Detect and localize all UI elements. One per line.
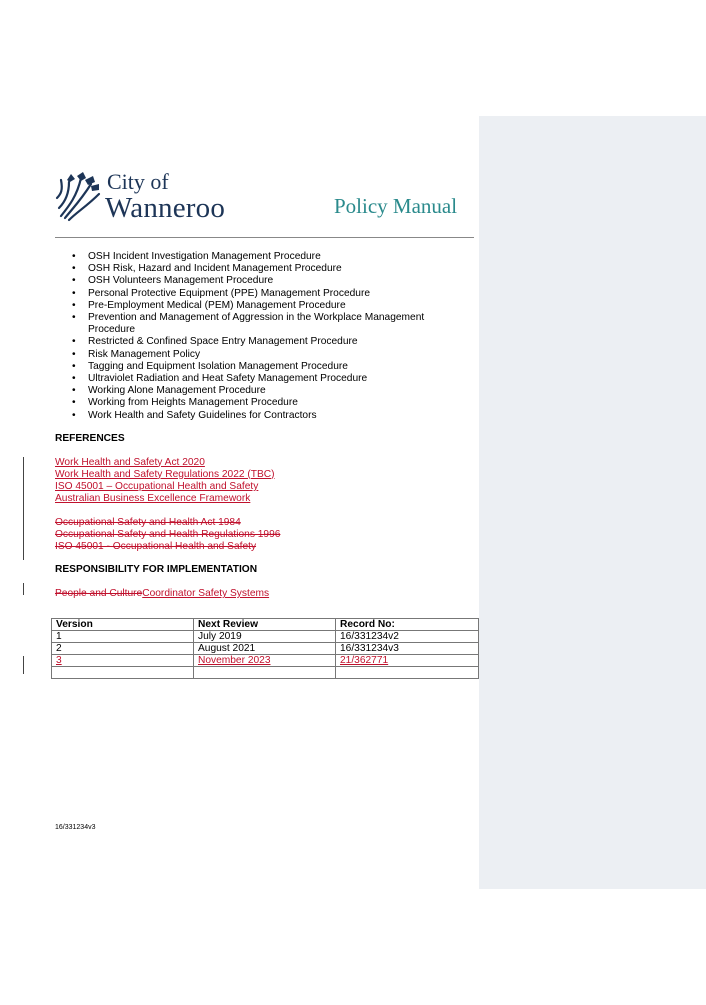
- logo-city-text: City of: [107, 169, 169, 194]
- list-item: • Personal Protective Equipment (PPE) Management Procedure: [55, 288, 455, 300]
- change-bar: [23, 457, 24, 560]
- change-bar: [23, 583, 24, 595]
- column-header: Next Review: [194, 619, 336, 631]
- footer-record-ref: 16/331234v3: [55, 824, 96, 831]
- logo-emblem-icon: [55, 172, 103, 222]
- table-row: [52, 667, 479, 679]
- table-cell: [52, 667, 194, 679]
- responsibility-deleted: People and Culture: [55, 588, 143, 600]
- list-item: • Working Alone Management Procedure: [55, 385, 455, 397]
- reference-deleted: Occupational Safety and Health Regulations 1996: [55, 529, 281, 541]
- column-header: Record No:: [336, 619, 479, 631]
- table-cell: [336, 667, 479, 679]
- table-cell: 21/362771: [336, 655, 479, 667]
- document-body: [55, 251, 455, 600]
- table-cell: 16/331234v3: [336, 643, 479, 655]
- reference-inserted: Work Health and Safety Act 2020: [55, 456, 205, 468]
- table-cell: 1: [52, 631, 194, 643]
- procedure-list: [55, 251, 455, 422]
- table-cell: November 2023: [194, 655, 336, 667]
- column-header: Version: [52, 619, 194, 631]
- responsibility-inserted: Coordinator Safety Systems: [142, 588, 270, 600]
- responsibility-heading: RESPONSIBILITY FOR IMPLEMENTATION: [55, 564, 258, 576]
- comment-pane: [479, 116, 706, 889]
- table-header-row: [52, 619, 479, 631]
- list-item: • OSH Incident Investigation Management Procedure: [55, 251, 455, 263]
- list-item: • Ultraviolet Radiation and Heat Safety Management Procedure: [55, 373, 455, 385]
- table-row: [52, 643, 479, 655]
- logo-wanneroo-text: Wanneroo: [105, 192, 226, 224]
- table-cell: 16/331234v2: [336, 631, 479, 643]
- reference-deleted: Occupational Safety and Health Act 1984: [55, 516, 241, 528]
- table-cell: [194, 667, 336, 679]
- table-cell: 2: [52, 643, 194, 655]
- change-bar: [23, 656, 24, 674]
- list-item: • Working from Heights Management Procedure: [55, 397, 455, 409]
- table-cell: August 2021: [194, 643, 336, 655]
- references-heading: REFERENCES: [55, 432, 125, 444]
- list-item: • Risk Management Policy: [55, 349, 455, 361]
- responsibility-line: [55, 588, 455, 600]
- list-item: • Prevention and Management of Aggression in the Workplace Management Procedure: [55, 312, 455, 336]
- reference-inserted: Australian Business Excellence Framework: [55, 493, 251, 505]
- table-row: [52, 631, 479, 643]
- version-table: [51, 618, 479, 679]
- list-item: • OSH Volunteers Management Procedure: [55, 275, 455, 287]
- reference-inserted: Work Health and Safety Regulations 2022 (TBC): [55, 468, 275, 480]
- reference-inserted: ISO 45001 – Occupational Health and Safety: [55, 480, 259, 492]
- table-cell: 3: [52, 655, 194, 667]
- table-cell: July 2019: [194, 631, 336, 643]
- reference-deleted: ISO 45001 - Occupational Health and Safety: [55, 541, 257, 553]
- list-item: • Pre-Employment Medical (PEM) Management Procedure: [55, 300, 455, 312]
- city-of-wanneroo-logo: [55, 170, 245, 226]
- page-title: Policy Manual: [334, 194, 458, 218]
- list-item: • OSH Risk, Hazard and Incident Management Procedure: [55, 263, 455, 275]
- list-item: • Work Health and Safety Guidelines for Contractors: [55, 410, 455, 422]
- list-item: • Tagging and Equipment Isolation Management Procedure: [55, 361, 455, 373]
- header-divider: [55, 237, 474, 238]
- list-item: • Restricted & Confined Space Entry Management Procedure: [55, 336, 455, 348]
- table-row: [52, 655, 479, 667]
